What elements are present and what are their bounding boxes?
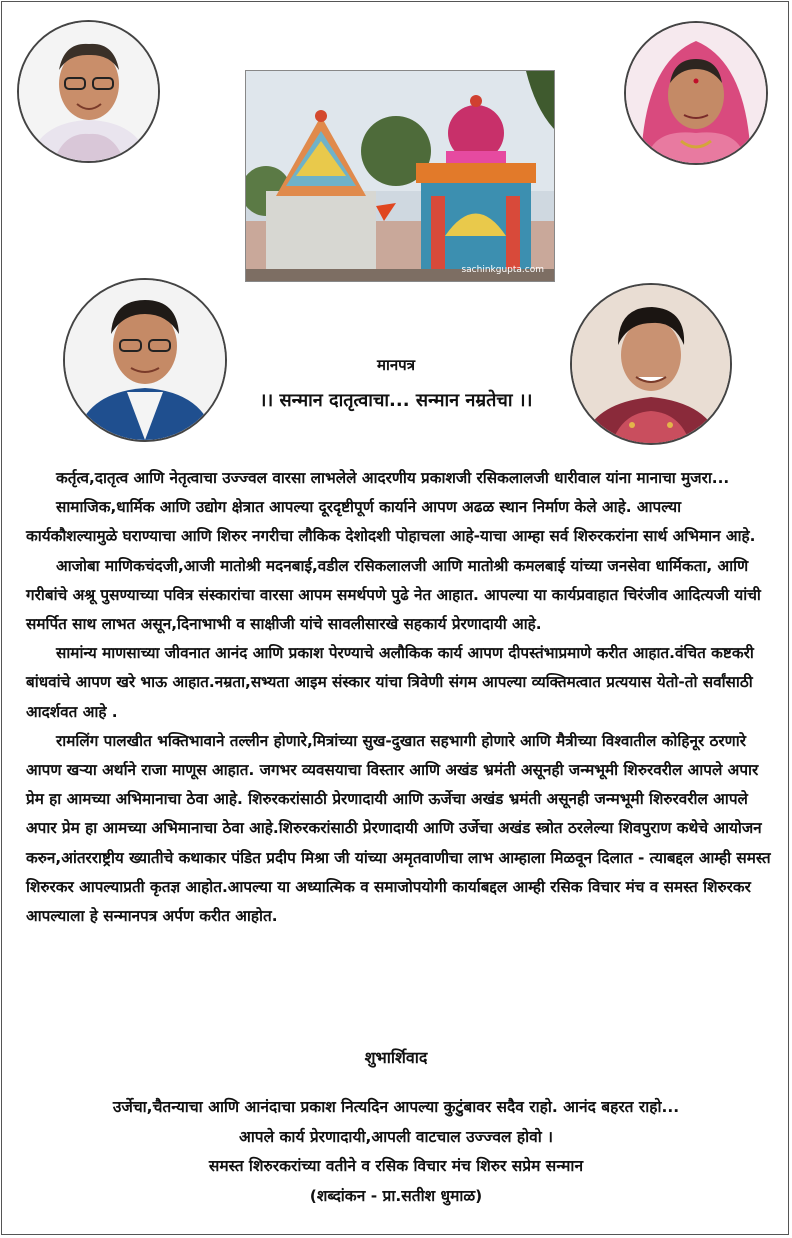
page-subtitle: ।। सन्मान दातृत्वाचा... सन्मान नम्रतेचा ।। [259, 390, 533, 411]
portrait-top-right [624, 21, 768, 165]
blessing-line: आपले कार्य प्रेरणादायी,आपली वाटचाल उज्ज्वल होवो । [238, 1127, 554, 1146]
page-title: मानपत्र [377, 356, 415, 374]
blessing-heading: शुभार्शिवाद [364, 1048, 428, 1067]
portrait-top-left [17, 20, 160, 163]
paragraph: सामाजिक,धार्मिक आणि उद्योग क्षेत्रात आपल्या दूरदृष्टीपूर्ण कार्याने आपण अढळ स्थान निर्माण केले आहे. आपल्या कार्यकौशल्यामुळे घराण्याचा आणि शिरुर नगरीचा लौकिक देशोदशी पोहाचला आहे-याचा आम्हा सर्व शिरुरकरांना सार्थ अभिमान आहे. [26, 498, 756, 546]
paragraph: रामलिंग पालखीत भक्तिभावाने तल्लीन होणारे,मित्रांच्या सुख-दुखात सहभागी होणारे आणि मैत्रीच्या विश्वातील कोहिनूर ठरणारे आपण खऱ्या अर्थाने राजा माणूस आहात. जगभर व्यवसयाचा विस्तार आणि अखंड भ्रमंती असूनही जन्मभूमी शिरुरवरील आपले अपार प्रेम हा आमच्या अभिमानाचा ठेवा आहे. शिरुरकरांसाठी प्रेरणादायी आणि ऊर्जेचा अखंड भ्रमंती असूनही जन्मभूमी शिरुरवरील आपले अपार प्रेम हा आमच्या अभिमानाचा ठेवा आहे.शिरुरकरांसाठी प्रेरणादायी आणि उर्जेचा अखंड स्त्रोत ठरलेल्या शिवपुराण कथेचे आयोजन करुन,आंतरराष्ट्रीय ख्यातीचे कथाकार पंडित प्रदीप मिश्रा जी यांच्या अमृतवाणीचा लाभ आम्हाला मिळवून दिलात - त्याबद्दल आम्ही समस्त शिरुरकर आपल्याप्रती कृतज्ञ आहोत.आपल्या या अध्यात्मिक व समाजोपयोगी कार्याबद्दल आम्ही रसिक विचार मंच व समस्त शिरुरकर आपल्याला हे सन्मानपत्र अर्पण करीत आहोत. [26, 731, 771, 926]
blessing-lines [0, 1093, 792, 1211]
paragraph: आजोबा माणिकचंदजी,आजी मातोश्री मदनबाई,वडील रसिकलालजी आणि मातोश्री कमलबाई यांच्या जनसेवा धार्मिकता, आणि गरीबांचे अश्रू पुसण्याच्या पवित्र संस्कारांचा वारसा आपम समर्थपणे पुढे नेत आहात. आपल्या या कार्यप्रवाहात चिरंजीव आदित्यजी यांची समर्पित साथ लाभत असून,दिनाभाभी व साक्षीजी यांचे सावलीसारखे सहकार्य प्रेरणादायी आहे. [26, 556, 761, 634]
paragraph: सामांन्य माणसाच्या जीवनात आनंद आणि प्रकाश पेरण्याचे अलौकिक कार्य आपण दीपस्तंभाप्रमाणे करीत आहात.वंचित कष्टकरी बांधवांचे आपण खरे भाऊ आहात.नम्रता,सभ्यता आइम संस्कार यांचा त्रिवेणी संगम आपल्या व्यक्तिमत्वात प्रत्ययास येतो-तो सर्वांसाठी आदर्शवत आहे . [26, 644, 754, 721]
citation-body [26, 464, 774, 931]
photo-watermark: sachinkgupta.com [461, 265, 544, 275]
author-credit: (शब्दांकन - प्रा.सतीश धुमाळ) [309, 1186, 483, 1205]
temple-photo [245, 70, 555, 282]
paragraph: कर्तृत्व,दातृत्व आणि नेतृत्वाचा उज्ज्वल वारसा लाभलेले आदरणीय प्रकाशजी रसिकलालजी धारीवाल यांना मानाचा मुजरा... [56, 469, 730, 487]
blessing-line: उर्जेचा,चैतन्याचा आणि आनंदाचा प्रकाश नित्यदिन आपल्या कुटुंबावर सदैव राहो. आनंद बहरत राहो... [112, 1098, 680, 1116]
blessing-line: समस्त शिरुरकरांच्या वतीने व रसिक विचार मंच शिरुर सप्रेम सन्मान [208, 1157, 584, 1175]
